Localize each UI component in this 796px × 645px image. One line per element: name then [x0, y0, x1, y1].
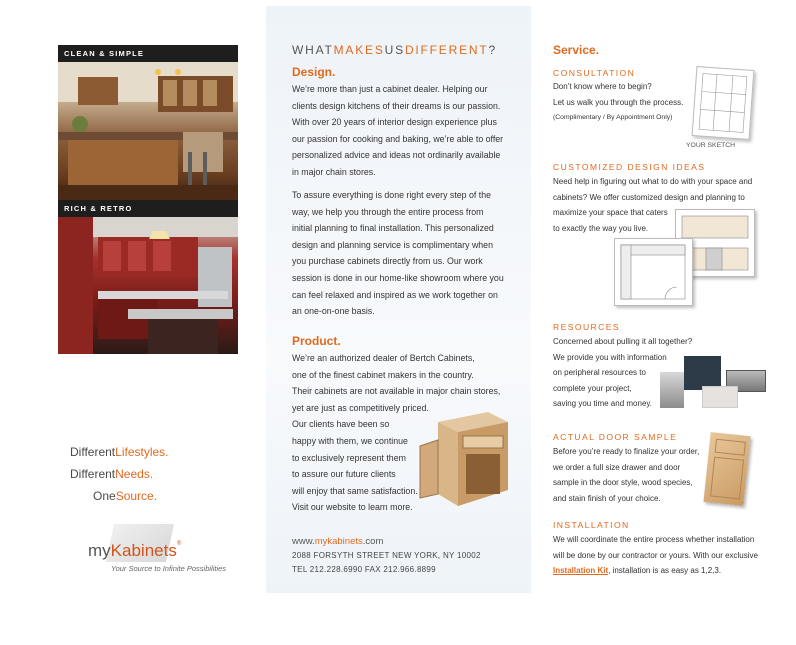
sketch-caption: YOUR SKETCH	[686, 142, 736, 149]
design-paragraph-2: To assure everything is done right every step of the way, we help you through the entire process from initial planning to final installation. This personalized design and planning service is complimentary when you purchase cabinets directly from us. Our work session is done in our home-like showroom where you can feel relaxed and inspired as we work together on an one-on-one basis.	[292, 190, 504, 317]
floor-plan-illustration	[615, 239, 692, 305]
door-sample-text: Before you’re ready to finalize your order, we order a full size drawer and door sample in the door style, wood species, and stain finish of your choice.	[553, 447, 700, 503]
kitchen-photo-rich-retro	[58, 217, 238, 354]
floor-plan-drawing	[614, 238, 693, 306]
page-heading: WHATMAKESUSDIFFERENT?	[292, 43, 497, 57]
tagline-lifestyles: DifferentLifestyles.	[70, 445, 169, 459]
design-title: Design.	[292, 65, 336, 79]
installation-kit-link[interactable]: Installation Kit	[553, 566, 609, 575]
phone-fax: TEL 212.228.6990 FAX 212.966.8899	[292, 565, 436, 574]
tagline-needs: DifferentNeeds.	[70, 467, 154, 481]
logo-tagline: Your Source to Infinite Possibilities	[111, 564, 227, 573]
customized-design-text: Need help in figuring out what to do with your space and cabinets? We offer customized design and planning to maximize your space that caters to exactly the way you live.	[553, 177, 753, 233]
tagline-one-source: OneSource.	[93, 489, 158, 503]
installation-heading: INSTALLATION	[553, 520, 630, 530]
address: 2088 FORSYTH STREET NEW YORK, NY 10002	[292, 551, 481, 560]
product-paragraph: We’re an authorized dealer of Bertch Cabinets, one of the finest cabinet makers in the country. Their cabinets are not available in major chain stores, yet are just as competitively priced. Our clients have been so happy with them, we continue to exclusively represent them to assure our future clients will enjoy that same satisfaction. Visit our website to learn more.	[292, 353, 501, 513]
customized-design-heading: CUSTOMIZED DESIGN IDEAS	[553, 162, 706, 172]
cabinet-image	[418, 410, 510, 510]
kitchen-photo-clean-simple	[58, 62, 238, 200]
website-link[interactable]: www.mykabinets.com	[292, 536, 384, 547]
registered-mark: ®	[176, 541, 182, 547]
photo-label-rich-retro: RICH & RETRO	[58, 200, 238, 217]
mykabinets-logo: myKabinets®	[88, 541, 182, 560]
granite-sample-image	[684, 356, 721, 390]
design-paragraph-1: We’re more than just a cabinet dealer. Helping our clients design kitchens of their dreams is our passion. With over 20 years of interior design experience plus our passion for cooking and baking, we’re able to offer personalized advice and ideas not ordinarily available in major chain stores.	[292, 84, 504, 177]
door-sample-image	[703, 432, 750, 506]
installation-text: We will coordinate the entire process whether installation will be done by our contractor or yours. With our exclusive Installation Kit, installation is as easy as 1,2,3.	[553, 535, 758, 575]
door-sample-heading: ACTUAL DOOR SAMPLE	[553, 432, 678, 442]
resources-heading: RESOURCES	[553, 322, 621, 332]
kitchen-illustration	[58, 217, 238, 354]
service-title: Service.	[553, 43, 600, 57]
consultation-text: Don’t know where to begin? Let us walk you through the process. (Complimentary / By Appointment Only)	[553, 82, 684, 121]
faucet-image	[660, 372, 684, 408]
sketch-image	[692, 66, 755, 140]
kitchen-illustration	[58, 62, 238, 200]
photo-label-clean-simple: CLEAN & SIMPLE	[58, 45, 238, 62]
countertop-sample-image	[702, 386, 738, 408]
product-title: Product.	[292, 334, 341, 348]
sketch-illustration	[693, 67, 754, 139]
consultation-heading: CONSULTATION	[553, 68, 636, 78]
resources-text: Concerned about pulling it all together? We provide you with information on peripheral resources to complete your project, saving you time and money.	[553, 337, 693, 408]
cabinet-illustration	[418, 410, 510, 510]
